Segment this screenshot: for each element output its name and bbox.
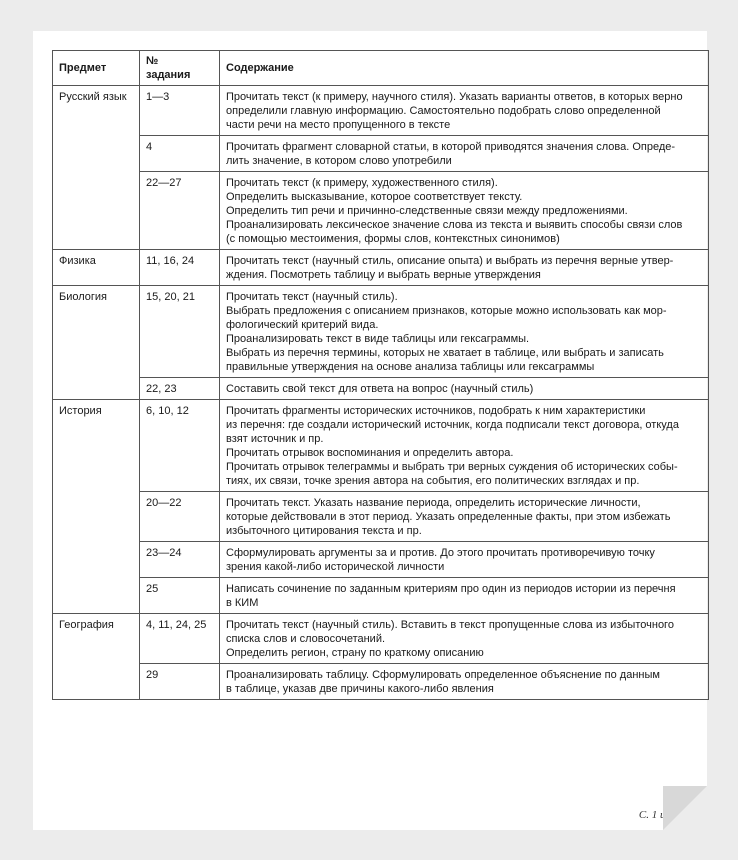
task-numbers-cell: 22—27 [140,172,220,250]
content-line: Прочитать отрывок воспоминания и определить автора. [226,447,514,459]
content-line: Прочитать текст. Указать название периода, определить исторические личности, [226,497,641,509]
table-row [53,378,709,400]
content-line: которые действовали в этот период. Указать определенные факты, при этом избежать [226,511,671,523]
task-numbers-cell: 23—24 [140,542,220,578]
content-cell [220,172,709,250]
task-numbers-cell: 4 [140,136,220,172]
page-corner-fold [663,786,707,830]
task-numbers-cell: 15, 20, 21 [140,286,220,378]
content-cell [220,664,709,700]
content-line: в КИМ [226,597,259,609]
content-line: определили главную информацию. Самостоятельно подобрать слово определенной [226,105,661,117]
content-line: Проанализировать текст в виде таблицы или гексаграммы. [226,333,530,345]
content-line: фологический критерий вида. [226,319,379,331]
table-row [53,86,709,136]
content-line: Прочитать фрагменты исторических источников, подобрать к ним характеристики [226,405,646,417]
task-numbers-cell: 20—22 [140,492,220,542]
content-line: (с помощью местоимения, формы слов, контекстных синонимов) [226,233,560,245]
content-line: в таблице, указав две причины какого-либо явления [226,683,494,695]
header-task-number [140,51,220,86]
content-cell [220,136,709,172]
header-task-number-line1: № [146,55,159,67]
content-cell [220,614,709,664]
content-line: Написать сочинение по заданным критериям про один из периодов истории из перечня [226,583,676,595]
header-content: Содержание [220,51,709,86]
subject-cell: Русский язык [53,86,140,250]
table-row [53,578,709,614]
task-numbers-cell: 29 [140,664,220,700]
table-row [53,250,709,286]
table-row [53,614,709,664]
content-cell [220,250,709,286]
content-cell [220,542,709,578]
content-line: Прочитать текст (к примеру, художественного стиля). [226,177,498,189]
content-cell [220,492,709,542]
content-line: Прочитать текст (научный стиль). Вставить в текст пропущенные слова из избыточного [226,619,674,631]
content-line: взят источник и пр. [226,433,324,445]
content-line: Определить регион, страну по краткому описанию [226,647,484,659]
subject-cell: Физика [53,250,140,286]
content-cell [220,578,709,614]
task-numbers-cell: 6, 10, 12 [140,400,220,492]
subject-cell: Биология [53,286,140,400]
content-line: Прочитать текст (научный стиль). [226,291,398,303]
table-row [53,286,709,378]
content-line: тиях, их связи, точке зрения автора на события, его политических взглядах и пр. [226,475,640,487]
content-line: лить значение, в котором слово употребили [226,155,452,167]
subject-cell: География [53,614,140,700]
page-number: С. 1 из 2 [638,809,678,821]
content-line: Проанализировать лексическое значение слова из текста и выявить способы связи слов [226,219,683,231]
table-row [53,492,709,542]
content-cell [220,400,709,492]
table-row [53,664,709,700]
content-line: Выбрать предложения с описанием признаков, которые можно использовать как мор- [226,305,667,317]
document-page [33,31,707,830]
task-numbers-cell: 4, 11, 24, 25 [140,614,220,664]
task-numbers-cell: 1—3 [140,86,220,136]
subject-cell: История [53,400,140,614]
content-line: Выбрать из перечня термины, которых не хватает в таблице, или выбрать и записать [226,347,664,359]
table-row [53,400,709,492]
content-line: Сформулировать аргументы за и против. До этого прочитать противоречивую точку [226,547,655,559]
content-cell [220,378,709,400]
content-line: списка слов и словосочетаний. [226,633,386,645]
task-numbers-cell: 11, 16, 24 [140,250,220,286]
content-line: Прочитать отрывок телеграммы и выбрать три верных суждения об исторических собы- [226,461,678,473]
content-cell [220,286,709,378]
content-line: избыточного цитирования текста и пр. [226,525,422,537]
content-line: Проанализировать таблицу. Сформулировать определенное объяснение по данным [226,669,660,681]
tasks-table [52,50,709,700]
table-row [53,136,709,172]
header-task-number-line2: задания [146,69,191,81]
table-row [53,542,709,578]
task-numbers-cell: 22, 23 [140,378,220,400]
content-line: из перечня: где создали исторический источник, когда подписали текст договора, откуда [226,419,679,431]
table-body [53,86,709,700]
content-line: Прочитать текст (научный стиль, описание опыта) и выбрать из перечня верные утвер- [226,255,674,267]
content-cell [220,86,709,136]
header-subject: Предмет [53,51,140,86]
table-row [53,172,709,250]
content-line: Прочитать текст (к примеру, научного стиля). Указать варианты ответов, в которых верно [226,91,683,103]
content-line: правильные утверждения на основе анализа таблицы или гексаграммы [226,361,595,373]
table-header-row [53,51,709,86]
content-line: части речи на место пропущенного в тексте [226,119,451,131]
content-line: Прочитать фрагмент словарной статьи, в которой приводятся значения слова. Опреде- [226,141,676,153]
content-line: ждения. Посмотреть таблицу и выбрать верные утверждения [226,269,541,281]
content-line: Составить свой текст для ответа на вопрос (научный стиль) [226,383,534,395]
content-line: Определить высказывание, которое соответствует тексту. [226,191,523,203]
task-numbers-cell: 25 [140,578,220,614]
content-line: зрения какой-либо исторической личности [226,561,445,573]
content-line: Определить тип речи и причинно-следственные связи между предложениями. [226,205,628,217]
